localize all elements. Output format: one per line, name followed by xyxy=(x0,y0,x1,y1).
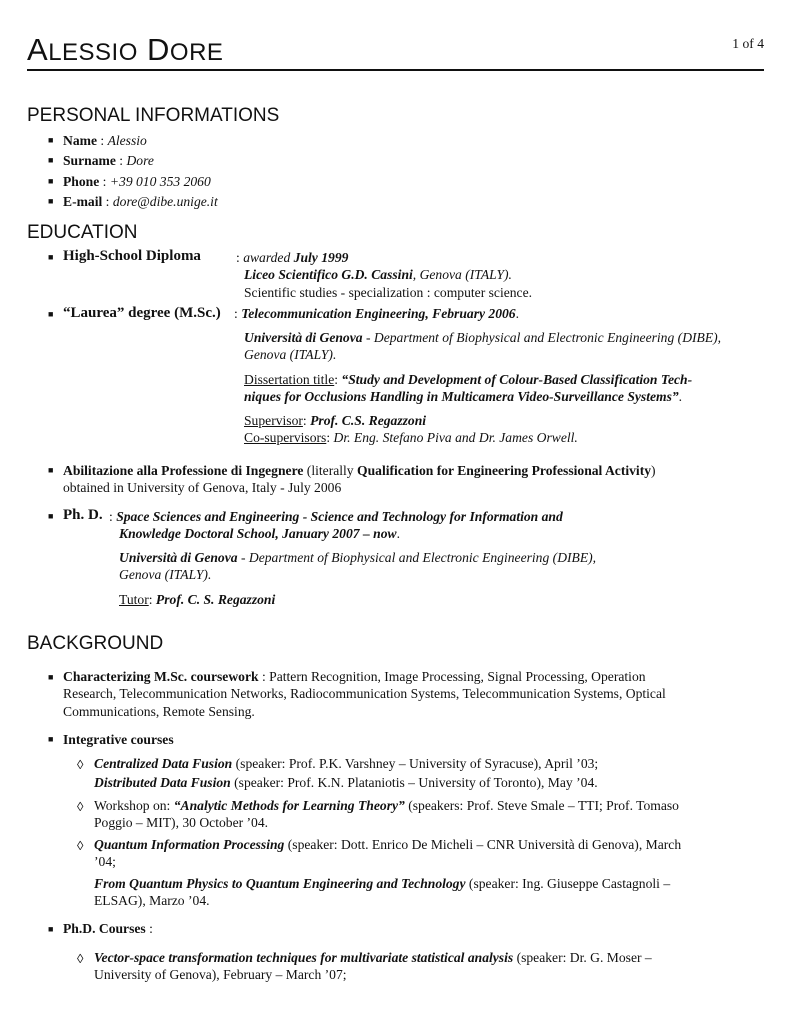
laurea-dissertation-cont: niques for Occlusions Handling in Multicamera Video-Surveillance Systems”. xyxy=(244,389,683,404)
integrative-course-4: Quantum Information Processing (speaker: Dott. Enrico De Micheli – CNR Università di Genova), March xyxy=(94,837,682,852)
phd-course-1-cont: University of Genova), February – March ’07; xyxy=(94,967,347,982)
laurea-university: Università di Genova - Department of Biophysical and Electronic Engineering (DIBE), xyxy=(244,330,722,345)
phd-courses-label: Ph.D. Courses : xyxy=(63,921,153,936)
laurea-cosupervisors: Co-supervisors: Dr. Eng. Stefano Piva and Dr. James Orwell. xyxy=(244,430,578,445)
bullet-icon: ■ xyxy=(48,465,54,475)
diamond-bullet-icon: ◊ xyxy=(77,757,84,772)
bullet-icon: ■ xyxy=(48,155,54,165)
coursework-line3: Communications, Remote Sensing. xyxy=(63,704,255,719)
bullet-icon: ■ xyxy=(48,135,54,145)
highschool-date: : awarded July 1999 xyxy=(236,250,349,265)
author-name: ALESSIO DORE xyxy=(27,32,224,67)
integrative-course-3-cont: Poggio – MIT), 30 October ’04. xyxy=(94,815,269,830)
bullet-icon: ■ xyxy=(48,511,54,521)
page-header xyxy=(27,24,764,71)
phd-label: Ph. D. xyxy=(63,507,103,523)
bullet-icon: ■ xyxy=(48,196,54,206)
bullet-icon: ■ xyxy=(48,309,54,319)
laurea-label: “Laurea” degree (M.Sc.) xyxy=(63,305,221,321)
abilitazione-line2: obtained in University of Genova, Italy - July 2006 xyxy=(63,480,342,495)
phd-place: Genova (ITALY). xyxy=(119,567,212,582)
phd-program-cont: Knowledge Doctoral School, January 2007 – now. xyxy=(119,526,400,541)
diamond-bullet-icon: ◊ xyxy=(77,838,84,853)
abilitazione-line: Abilitazione alla Professione di Ingegnere (literally Qualification for Engineering Professional Activity) xyxy=(63,463,656,478)
phd-program: : Space Sciences and Engineering - Science and Technology for Information and xyxy=(109,509,563,524)
page-number: 1 of 4 xyxy=(732,36,764,51)
phd-course-1: Vector-space transformation techniques for multivariate statistical analysis (speaker: Dr. G. Moser – xyxy=(94,950,652,965)
section-title-background: BACKGROUND xyxy=(27,633,164,654)
bullet-icon: ■ xyxy=(48,252,54,262)
highschool-studies: Scientific studies - specialization : computer science. xyxy=(244,285,533,300)
coursework-line1: Characterizing M.Sc. coursework : Pattern Recognition, Image Processing, Signal Processing, Operation xyxy=(63,669,646,684)
integrative-course-3: Workshop on: “Analytic Methods for Learning Theory” (speakers: Prof. Steve Smale – TTI; Prof. Tomaso xyxy=(94,798,679,813)
coursework-line2: Research, Telecommunication Networks, Radiocommunication Systems, Telecommunication Systems, Optical xyxy=(63,686,666,701)
phd-university: Università di Genova - Department of Biophysical and Electronic Engineering (DIBE), xyxy=(119,550,597,565)
integrative-course-5-cont: ELSAG), Marzo ’04. xyxy=(94,893,210,908)
laurea-place: Genova (ITALY). xyxy=(244,347,337,362)
laurea-degree: : Telecommunication Engineering, February 2006. xyxy=(234,306,520,321)
integrative-course-1: Centralized Data Fusion (speaker: Prof. P.K. Varshney – University of Syracuse), April ’03; xyxy=(94,756,599,771)
list-item: E-mail : dore@dibe.unige.it xyxy=(63,194,218,209)
integrative-course-4-cont: ’04; xyxy=(94,854,116,869)
highschool-school: Liceo Scientifico G.D. Cassini, Genova (ITALY). xyxy=(244,267,512,282)
laurea-supervisor: Supervisor: Prof. C.S. Regazzoni xyxy=(244,413,427,428)
bullet-icon: ■ xyxy=(48,176,54,186)
bullet-icon: ■ xyxy=(48,734,54,744)
diamond-bullet-icon: ◊ xyxy=(77,799,84,814)
bullet-icon: ■ xyxy=(48,672,54,682)
section-title-personal: PERSONAL INFORMATIONS xyxy=(27,105,280,126)
bullet-icon: ■ xyxy=(48,924,54,934)
integrative-label: Integrative courses xyxy=(63,732,174,747)
integrative-course-2: Distributed Data Fusion (speaker: Prof. K.N. Plataniotis – University of Toronto), May ’04. xyxy=(94,775,598,790)
laurea-dissertation: Dissertation title: “Study and Development of Colour-Based Classification Tech- xyxy=(244,372,693,387)
list-item: Phone : +39 010 353 2060 xyxy=(63,174,211,189)
list-item: Surname : Dore xyxy=(63,153,154,168)
email-link[interactable]: dore@dibe.unige.it xyxy=(112,194,218,209)
diamond-bullet-icon: ◊ xyxy=(77,951,84,966)
phd-tutor: Tutor: Prof. C. S. Regazzoni xyxy=(119,592,276,607)
list-item: Name : Alessio xyxy=(63,133,147,148)
highschool-label: High-School Diploma xyxy=(63,248,201,264)
section-title-education: EDUCATION xyxy=(27,222,138,243)
integrative-course-5: From Quantum Physics to Quantum Engineering and Technology (speaker: Ing. Giuseppe Castagnoli – xyxy=(94,876,671,891)
